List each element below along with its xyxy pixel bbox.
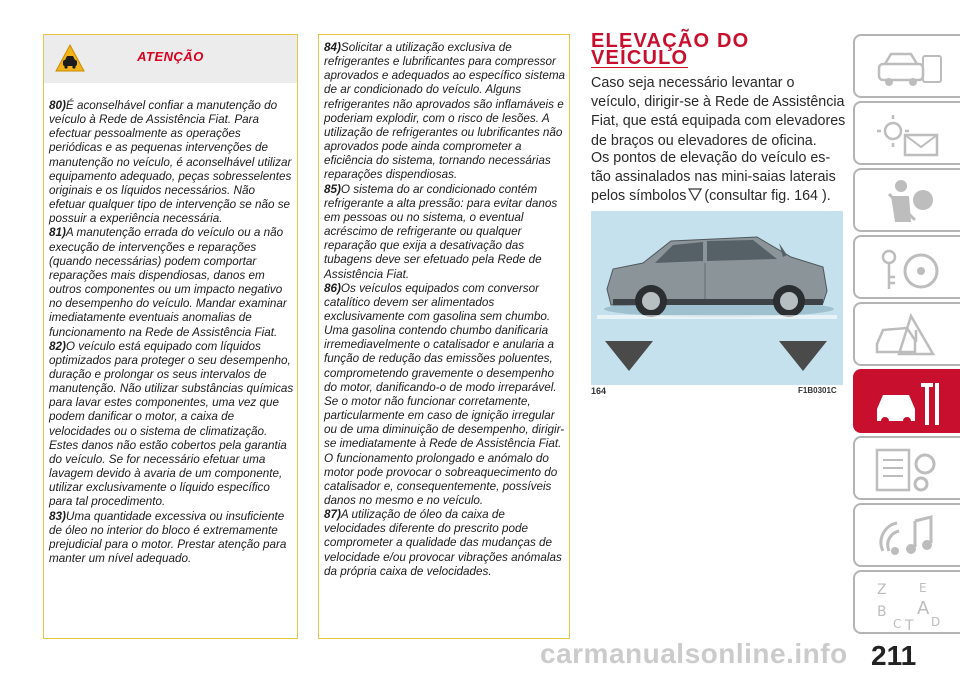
paragraph-lifting-points-text: Os pontos de elevação do veículo es-tão assinalados nas mini-saias laterais pelos símbolos [591, 150, 836, 205]
page-number: 211 [871, 640, 917, 671]
airbag-seatbelt-icon [871, 176, 945, 228]
svg-text:A: A [917, 598, 930, 619]
sidebar-tab-car-dashboard[interactable] [853, 34, 960, 98]
paragraph-lifting-intro: Caso seja necessário levantar o veículo, dirigir-se à Rede de Assistência Fiat, que está equipada com elevadores de braços ou elevadores de oficina. [591, 75, 846, 149]
warning-item [324, 41, 566, 183]
warning-lights-icon [871, 109, 945, 161]
section-title [591, 30, 841, 69]
warning-box-right [318, 34, 570, 639]
warning-item-number: 81) [49, 226, 66, 240]
lift-point-triangle-icon [688, 187, 702, 201]
svg-text:T: T [905, 618, 914, 630]
paragraph-lifting-points [591, 149, 846, 207]
key-steering-icon [871, 243, 945, 295]
lift-point-rear-triangle [779, 341, 827, 371]
warning-item-number: 80) [49, 99, 66, 112]
specs-gear-icon [871, 444, 945, 496]
alphabet-index-icon [871, 578, 945, 630]
warning-item-text: A manutenção errada do veículo ou a não execução de intervenções e reparações (quando necessárias) podem comportar reparações mais dispendiosas, danos em outros componentes ou um impacto negativo no desempenho do veículo. Mandar examinar imediatamente eventuais anomalias de funcionamento na Rede de Assistência Fiat. [49, 226, 287, 339]
lift-point-front-triangle [605, 341, 653, 371]
sidebar-tab-specs-gear[interactable] [853, 436, 960, 500]
warning-box-left [43, 34, 298, 639]
sidebar-tab-airbag-seatbelt[interactable] [853, 168, 960, 232]
warning-item-text: O veículo está equipado com líquidos optimizados para proteger o seu desempenho, duração e prolongar os seus intervalos de manutenção. Não utilizar substâncias químicas para lavar estes componentes, uma vez que podem danificar o motor, a caixa de velocidades ou o sistema de climatização. Estes danos não estão cobertos pela garantia do veículo. Se for necessário efetuar uma lavagem devido à avaria de um componente, utilizar exclusivamente o líquido específico para tal procedimento. [49, 339, 294, 509]
figure-number: 164 [591, 386, 607, 396]
sidebar-tab-emergency-car[interactable] [853, 302, 960, 366]
warning-item [49, 510, 294, 567]
warning-item-text: Solicitar a utilização exclusiva de refrigerantes e lubrificantes para compressor aprovados e adequados ao específico sistema de ar condicionado do veículo. Alguns refrigerantes não aprovados são inflamáveis e poderiam explodir, com o risco de lesões. A utilização de refrigerantes ou lubrificantes não aprovados pode ainda comprometer a eficiência do sistema, tornando necessárias reparações dispendiosas. [324, 41, 566, 182]
paragraph-lifting-points-ref: (consultar fig. 164 ). [704, 188, 831, 205]
watermark: carmanualsonline.info [540, 638, 848, 669]
svg-text:C: C [893, 617, 902, 630]
svg-text:Z: Z [877, 582, 887, 598]
section-title-line1: ELEVAÇÃO DO [591, 30, 750, 52]
warning-item-text: Os veículos equipados com conversor catalítico devem ser alimentados exclusivamente com gasolina sem chumbo. Uma gasolina contendo chumbo danificaria irremediavelmente o catalisador e anularia a função de redução das emissões poluentes, comprometendo gravemente o desempenho do motor, danificando-o de modo irreparável. Se o motor não funcionar corretamente, particularmente em caso de ignição irregular ou de uma diminuição de desempenho, dirigir-se imediatamente à Rede de Assistência Fiat. O funcionamento prolongado e anómalo do motor pode provocar o sobreaquecimento do catalisador e, consequentemente, possíveis danos no mesmo e no veículo. [324, 281, 565, 507]
warning-item-number: 85) [324, 182, 341, 196]
warning-item [324, 508, 566, 579]
warning-item-text: É aconselhável confiar a manutenção do veículo à Rede de Assistência Fiat. Para efectuar pessoalmente as operações periódicas e as pequenas intervenções de manutenção no veículo, é aconselhável utilizar equipamento adequado, peças sobresselentes originais e os líquidos necessários. Não efetuar qualquer tipo de intervenção se não se possuir a experiência necessária. [49, 99, 292, 226]
sidebar-tab-alphabet-index[interactable] [853, 570, 960, 634]
warning-item [49, 99, 294, 226]
warning-item-number: 84) [324, 41, 341, 54]
warning-item [324, 282, 566, 509]
warning-item [49, 340, 294, 510]
figure-code: F1B0301C [798, 386, 837, 395]
sidebar-tab-multimedia[interactable] [853, 503, 960, 567]
warning-header [44, 35, 297, 83]
sidebar-tab-car-wrench[interactable] [853, 369, 960, 433]
warning-item-text: Uma quantidade excessiva ou insuficiente de óleo no interior do bloco é extremamente prejudicial para o motor. Prestar atenção para manter um nível adequado. [49, 509, 287, 565]
svg-text:E: E [919, 581, 927, 595]
warning-text-right [324, 41, 566, 579]
emergency-car-icon [871, 310, 945, 362]
warning-item-number: 82) [49, 339, 66, 353]
warning-item-number: 83) [49, 509, 66, 523]
warning-item-text: O sistema do ar condicionado contém refrigerante a alta pressão: para evitar danos em pessoas ou no sistema, o eventual acréscimo de refrigerante ou qualquer reparação que exija a desativação das tubagens deve ser efetuado pela Rede de Assistência Fiat. [324, 182, 558, 281]
warning-item-number: 86) [324, 281, 341, 295]
warning-item [49, 226, 294, 339]
svg-text:B: B [877, 604, 887, 620]
warning-item [324, 183, 566, 282]
sidebar-tab-key-steering[interactable] [853, 235, 960, 299]
warning-title: ATENÇÃO [137, 49, 204, 64]
svg-text:D: D [931, 615, 941, 629]
figure-car-lift-points [591, 211, 843, 385]
sidebar-tab-warning-lights[interactable] [853, 101, 960, 165]
warning-text-left [49, 99, 294, 566]
car-wrench-icon [871, 377, 945, 429]
warning-item-number: 87) [324, 508, 341, 522]
multimedia-icon [871, 511, 945, 563]
section-title-line2: VEÍCULO [591, 47, 689, 69]
car-dashboard-icon [871, 42, 945, 94]
warning-item-text: A utilização de óleo da caixa de velocidades diferente do prescrito pode comprometer a qualidade das mudanças de velocidade e/ou provocar vibrações anómalas da própria caixa de velocidades. [324, 508, 562, 578]
